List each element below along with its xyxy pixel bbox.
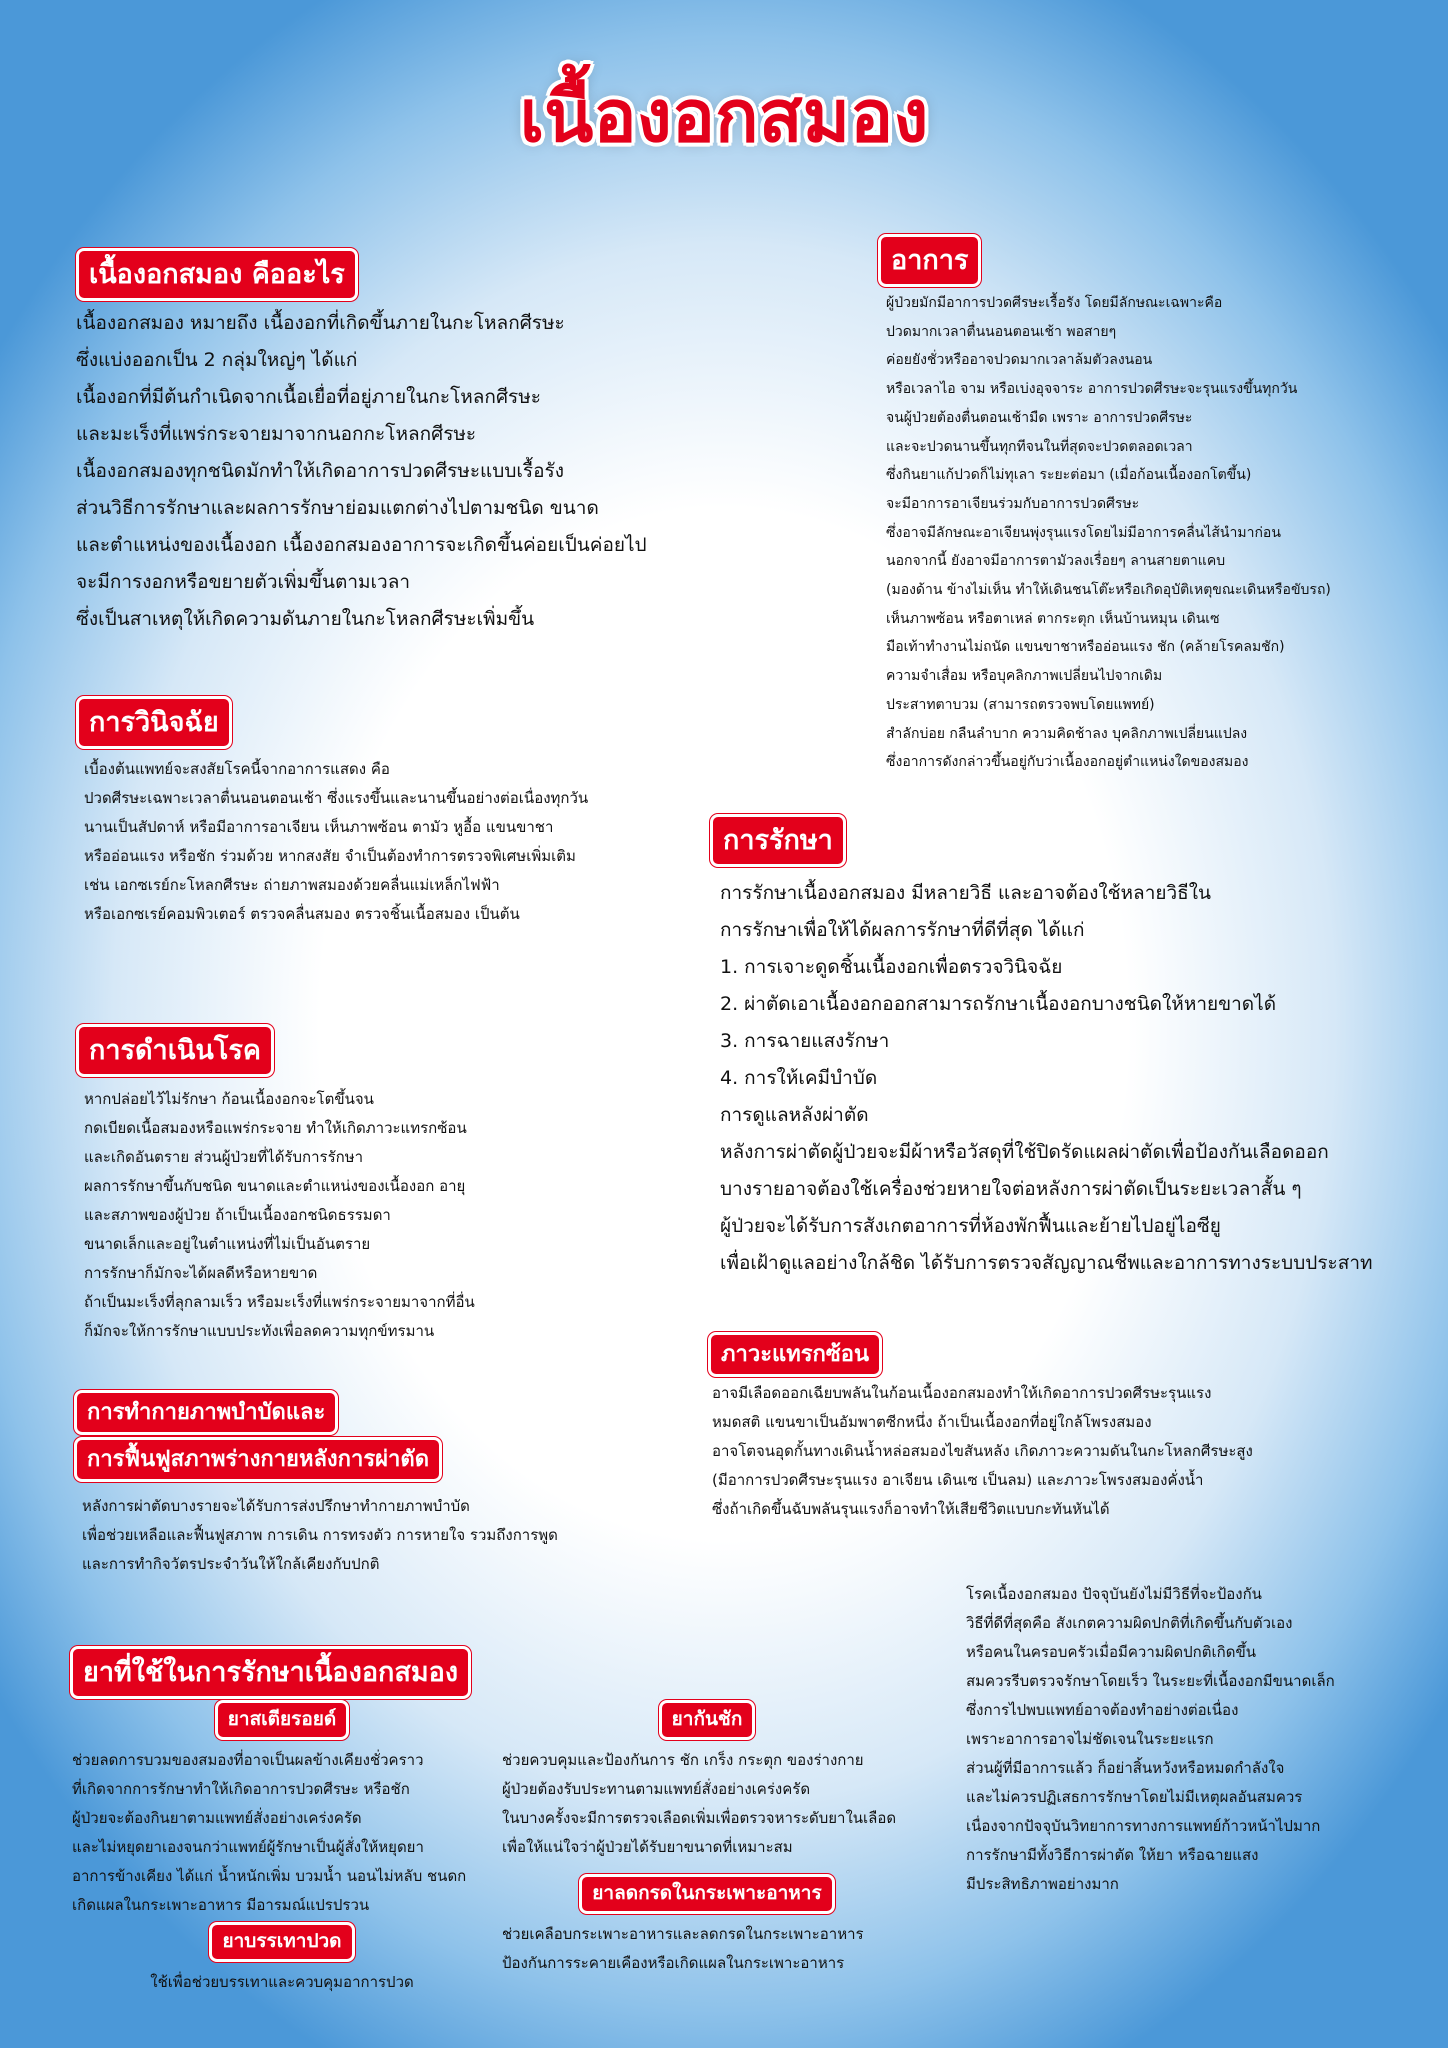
text-line: (มองด้าน ข้างไม่เห็น ทำให้เดินชนโต๊ะหรือเกิดอุบัติเหตุขณะเดินหรือขับรถ) — [886, 582, 1331, 599]
text-line: 1. การเจาะดูดชิ้นเนื้องอกเพื่อตรวจวินิจฉัย — [720, 956, 1063, 978]
section-prevention — [966, 1580, 1335, 1899]
text-line: และการทำกิจวัตรประจำวันให้ใกล้เคียงกับปกติ — [82, 1555, 380, 1573]
text-line: นานเป็นสัปดาห์ หรือมีอาการอาเจียน เห็นภาพซ้อน ตามัว หูอื้อ แขนขาชา — [84, 818, 554, 836]
heading-rehab-line1: การทำกายภาพบำบัดและ — [74, 1390, 338, 1435]
heading-complications: ภาวะแทรกซ้อน — [708, 1332, 882, 1377]
treatment-text — [720, 875, 1373, 1282]
text-line: มีประสิทธิภาพอย่างมาก — [966, 1875, 1119, 1893]
text-line: อาจมีเลือดออกเฉียบพลันในก้อนเนื้องอกสมองทำให้เกิดอาการปวดศีรษะรุนแรง — [712, 1384, 1212, 1402]
text-line: หากปล่อยไว้ไม่รักษา ก้อนเนื้องอกจะโตขึ้นจน — [84, 1090, 374, 1108]
text-line: หมดสติ แขนขาเป็นอัมพาตซีกหนึ่ง ถ้าเป็นเนื้องอกที่อยู่ใกล้โพรงสมอง — [712, 1413, 1152, 1431]
text-line: ซึ่งกินยาแก้ปวดก็ไม่ทุเลา ระยะต่อมา (เมื่อก้อนเนื้องอกโตขึ้น) — [886, 467, 1252, 484]
text-line: ป้องกันการระคายเคืองหรือเกิดแผลในกระเพาะอาหาร — [502, 1954, 845, 1972]
text-line: 3. การฉายแสงรักษา — [720, 1030, 890, 1052]
section-what-is — [76, 248, 647, 638]
section-progression — [76, 1024, 475, 1346]
heading-anticonvulsant: ยากันชัก — [659, 1700, 756, 1740]
text-line: เพื่อเฝ้าดูแลอย่างใกล้ชิด ได้รับการตรวจสัญญาณชีพและอาการทางระบบประสาท — [720, 1252, 1373, 1274]
text-line: การรักษาเพื่อให้ได้ผลการรักษาที่ดีที่สุด ได้แก่ — [720, 919, 1085, 941]
text-line: (มีอาการปวดศีรษะรุนแรง อาเจียน เดินเซ เป็นลม) และภาวะโพรงสมองคั่งน้ำ — [712, 1471, 1204, 1489]
text-line: และตำแหน่งของเนื้องอก เนื้องอกสมองอาการจะเกิดขึ้นค่อยเป็นค่อยไป — [76, 534, 647, 556]
text-line: เนื้องอกที่มีต้นกำเนิดจากเนื้อเยื่อที่อยู่ภายในกะโหลกศีรษะ — [76, 386, 541, 408]
heading-rehab-line2: การฟื้นฟูสภาพร่างกายหลังการผ่าตัด — [74, 1437, 442, 1482]
text-line: ผู้ป่วยมักมีอาการปวดศีรษะเรื้อรัง โดยมีลักษณะเฉพาะคือ — [886, 295, 1223, 311]
text-line: เนื้องอกสมองทุกชนิดมักทำให้เกิดอาการปวดศีรษะแบบเรื้อรัง — [76, 460, 564, 482]
text-line: เพราะอาการอาจไม่ชัดเจนในระยะแรก — [966, 1730, 1214, 1748]
text-line: การรักษามีทั้งวิธีการผ่าตัด ให้ยา หรือฉายแสง — [966, 1846, 1259, 1864]
text-line: อาจโตจนอุดกั้นทางเดินน้ำหล่อสมองไขสันหลัง เกิดภาวะความดันในกะโหลกศีรษะสูง — [712, 1442, 1253, 1460]
text-line: ซึ่งถ้าเกิดขึ้นฉับพลันรุนแรงก็อาจทำให้เสียชีวิตแบบกะทันหันได้ — [712, 1500, 1110, 1518]
text-line: และไม่ควรปฏิเสธการรักษาโดยไม่มีเหตุผลอันสมควร — [966, 1788, 1303, 1806]
heading-drugs: ยาที่ใช้ในการรักษาเนื้องอกสมอง — [70, 1646, 471, 1699]
text-line: บางรายอาจต้องใช้เครื่องช่วยหายใจต่อหลังการผ่าตัดเป็นระยะเวลาสั้น ๆ — [720, 1178, 1302, 1200]
text-line: ซึ่งแบ่งออกเป็น 2 กลุ่มใหญ่ๆ ได้แก่ — [76, 349, 358, 371]
text-line: ที่เกิดจากการรักษาทำให้เกิดอาการปวดศีรษะ หรือชัก — [72, 1780, 410, 1798]
text-line: หลังการผ่าตัดผู้ป่วยจะมีผ้าหรือวัสดุที่ใช้ปิดรัดแผลผ่าตัดเพื่อป้องกันเลือดออก — [720, 1141, 1329, 1163]
steroid-text — [72, 1746, 492, 1920]
text-line: ซึ่งการไปพบแพทย์อาจต้องทำอย่างต่อเนื่อง — [966, 1701, 1239, 1719]
text-line: สำลักบ่อย กลืนลำบาก ความคิดช้าลง บุคลิกภาพเปลี่ยนแปลง — [886, 725, 1248, 742]
text-line: เบื้องต้นแพทย์จะสงสัยโรคนี้จากอาการแสดง คือ — [84, 760, 390, 778]
section-symptoms — [878, 234, 1331, 777]
heading-antacid: ยาลดกรดในกระเพาะอาหาร — [579, 1874, 834, 1914]
page-title: เนื้องอกสมอง — [519, 74, 929, 158]
heading-symptoms: อาการ — [878, 234, 981, 287]
text-line: เกิดแผลในกระเพาะอาหาร มีอารมณ์แปรปรวน — [72, 1896, 370, 1914]
painkiller-text — [72, 1968, 492, 1997]
drug-steroid — [72, 1700, 492, 1920]
section-rehab — [74, 1390, 558, 1579]
text-line: และสภาพของผู้ป่วย ถ้าเป็นเนื้องอกชนิดธรรมดา — [84, 1206, 391, 1224]
text-line: ใช้เพื่อช่วยบรรเทาและควบคุมอาการปวด — [150, 1973, 414, 1991]
text-line: 2. ผ่าตัดเอาเนื้องอกออกสามารถรักษาเนื้องอกบางชนิดให้หายขาดได้ — [720, 993, 1277, 1015]
text-line: หรือเวลาไอ จาม หรือเบ่งอุจจาระ อาการปวดศีรษะจะรุนแรงขึ้นทุกวัน — [886, 381, 1298, 398]
text-line: นอกจากนี้ ยังอาจมีอาการตามัวลงเรื่อยๆ ลานสายตาแคบ — [886, 553, 1226, 570]
text-line: ซึ่งอาการดังกล่าวขึ้นอยู่กับว่าเนื้องอกอยู่ตำแหน่งใดของสมอง — [886, 754, 1249, 771]
text-line: ขนาดเล็กและอยู่ในตำแหน่งที่ไม่เป็นอันตราย — [84, 1235, 371, 1253]
text-line: ช่วยเคลือบกระเพาะอาหารและลดกรดในกระเพาะอาหาร — [502, 1925, 864, 1943]
heading-treatment: การรักษา — [710, 814, 846, 867]
heading-diagnosis: การวินิจฉัย — [76, 696, 232, 749]
text-line: การรักษาก็มักจะได้ผลดีหรือหายขาด — [84, 1264, 318, 1282]
text-line: และจะปวดนานขึ้นทุกทีจนในที่สุดจะปวดตลอดเวลา — [886, 438, 1193, 455]
text-line: หลังการผ่าตัดบางรายจะได้รับการส่งปรึกษาทำกายภาพบำบัด — [82, 1497, 470, 1515]
text-line: อาการข้างเคียง ได้แก่ น้ำหนักเพิ่ม บวมน้ำ นอนไม่หลับ ชนดก — [72, 1867, 467, 1885]
text-line: ค่อยยังชั่วหรืออาจปวดมากเวลาล้มตัวลงนอน — [886, 352, 1153, 369]
text-line: จะมีการงอกหรือขยายตัวเพิ่มขึ้นตามเวลา — [76, 571, 411, 593]
section-diagnosis — [76, 696, 588, 929]
heading-painkiller: ยาบรรเทาปวด — [209, 1922, 354, 1962]
text-line: เนื่องจากปัจจุบันวิทยาการทางการแพทย์ก้าวหน้าไปมาก — [966, 1817, 1321, 1835]
prevention-text — [966, 1580, 1335, 1899]
text-line: ช่วยควบคุมและป้องกันการ ชัก เกร็ง กระตุก ของร่างกาย — [502, 1751, 864, 1769]
text-line: กดเบียดเนื้อสมองหรือแพร่กระจาย ทำให้เกิดภาวะแทรกซ้อน — [84, 1119, 467, 1137]
text-line: ผู้ป่วยจะได้รับการสังเกตอาการที่ห้องพักฟื้นและย้ายไปอยู่ไอซียู — [720, 1215, 1221, 1237]
symptoms-text — [886, 289, 1331, 777]
section-drugs — [70, 1646, 471, 1699]
text-line: วิธีที่ดีที่สุดคือ สังเกตความผิดปกติที่เกิดขึ้นกับตัวเอง — [966, 1614, 1293, 1632]
drug-painkiller — [72, 1922, 492, 1997]
text-line: เพื่อช่วยเหลือและฟื้นฟูสภาพ การเดิน การทรงตัว การหายใจ รวมถึงการพูด — [82, 1526, 558, 1544]
text-line: ส่วนผู้ที่มีอาการแล้ว ก็อย่าสิ้นหวังหรือหมดกำลังใจ — [966, 1759, 1285, 1777]
text-line: หรืออ่อนแรง หรือชัก ร่วมด้วย หากสงสัย จำเป็นต้องทำการตรวจพิเศษเพิ่มเติม — [84, 847, 576, 865]
text-line: เพื่อให้แน่ใจว่าผู้ป่วยได้รับยาขนาดที่เหมาะสม — [502, 1838, 793, 1856]
rehab-text — [82, 1492, 558, 1579]
text-line: ซึ่งอาจมีลักษณะอาเจียนพุ่งรุนแรงโดยไม่มีอาการคลื่นไส้นำมาก่อน — [886, 524, 1281, 541]
text-line: และเกิดอันตราย ส่วนผู้ป่วยที่ได้รับการรักษา — [84, 1148, 364, 1166]
text-line: สมควรรีบตรวจรักษาโดยเร็ว ในระยะที่เนื้องอกมีขนาดเล็ก — [966, 1672, 1335, 1690]
text-line: จะมีอาการอาเจียนร่วมกับอาการปวดศีรษะ — [886, 495, 1140, 512]
text-line: ผู้ป่วยต้องรับประทานตามแพทย์สั่งอย่างเคร่งครัด — [502, 1780, 811, 1798]
section-treatment — [710, 814, 1373, 1282]
text-line: เช่น เอกซเรย์กะโหลกศีรษะ ถ่ายภาพสมองด้วยคลื่นแม่เหล็กไฟฟ้า — [84, 876, 500, 894]
text-line: ความจำเสื่อม หรือบุคลิกภาพเปลี่ยนไปจากเดิม — [886, 668, 1163, 685]
text-line: ปวดศีรษะเฉพาะเวลาตื่นนอนตอนเช้า ซึ่งแรงขึ้นและนานขึ้นอย่างต่อเนื่องทุกวัน — [84, 789, 589, 807]
section-complications — [708, 1332, 1253, 1524]
text-line: เนื้องอกสมอง หมายถึง เนื้องอกที่เกิดขึ้นภายในกะโหลกศีรษะ — [76, 312, 565, 334]
text-line: ประสาทตาบวม (สามารถตรวจพบโดยแพทย์) — [886, 696, 1155, 713]
text-line: ซึ่งเป็นสาเหตุให้เกิดความดันภายในกะโหลกศีรษะเพิ่มขึ้น — [76, 608, 535, 630]
text-line: และมะเร็งที่แพร่กระจายมาจากนอกกะโหลกศีรษะ — [76, 423, 477, 445]
text-line: 4. การให้เคมีบำบัด — [720, 1067, 878, 1089]
text-line: มือเท้าทำงานไม่ถนัด แขนขาชาหรืออ่อนแรง ชัก (คล้ายโรคลมชัก) — [886, 639, 1285, 656]
diagnosis-text — [84, 755, 588, 929]
antacid-text — [502, 1920, 912, 1978]
drug-antacid — [502, 1874, 912, 1978]
text-line: โรคเนื้องอกสมอง ปัจจุบันยังไม่มีวิธีที่จะป้องกัน — [966, 1585, 1262, 1603]
text-line: การดูแลหลังผ่าตัด — [720, 1104, 869, 1126]
heading-progression: การดำเนินโรค — [76, 1024, 274, 1077]
text-line: หรือเอกซเรย์คอมพิวเตอร์ ตรวจคลื่นสมอง ตรวจชิ้นเนื้อสมอง เป็นต้น — [84, 905, 520, 923]
text-line: การรักษาเนื้องอกสมอง มีหลายวิธี และอาจต้องใช้หลายวิธีใน — [720, 882, 1212, 904]
text-line: และไม่หยุดยาเองจนกว่าแพทย์ผู้รักษาเป็นผู้สั่งให้หยุดยา — [72, 1838, 424, 1856]
what-is-text — [76, 305, 647, 638]
text-line: ในบางครั้งจะมีการตรวจเลือดเพิ่มเพื่อตรวจหาระดับยาในเลือด — [502, 1809, 897, 1827]
text-line: ช่วยลดการบวมของสมองที่อาจเป็นผลข้างเคียงชั่วคราว — [72, 1751, 424, 1769]
text-line: ปวดมากเวลาตื่นนอนตอนเช้า พอสายๆ — [886, 323, 1117, 340]
text-line: ผลการรักษาขึ้นกับชนิด ขนาดและตำแหน่งของเนื้องอก อายุ — [84, 1177, 466, 1195]
text-line: ก็มักจะให้การรักษาแบบประทังเพื่อลดความทุกข์ทรมาน — [84, 1322, 435, 1340]
text-line: ผู้ป่วยจะต้องกินยาตามแพทย์สั่งอย่างเคร่งครัด — [72, 1809, 362, 1827]
complications-text — [712, 1379, 1253, 1524]
text-line: หรือคนในครอบครัวเมื่อมีความผิดปกติเกิดขึ้น — [966, 1643, 1256, 1661]
text-line: จนผู้ป่วยต้องตื่นตอนเช้ามืด เพราะ อาการปวดศีรษะ — [886, 409, 1193, 426]
drug-anticonvulsant — [502, 1700, 912, 1862]
text-line: ส่วนวิธีการรักษาและผลการรักษาย่อมแตกต่างไปตามชนิด ขนาด — [76, 497, 599, 519]
progression-text — [84, 1085, 475, 1346]
anticonvulsant-text — [502, 1746, 912, 1862]
heading-what-is: เนื้องอกสมอง คืออะไร — [76, 248, 358, 301]
text-line: ถ้าเป็นมะเร็งที่ลุกลามเร็ว หรือมะเร็งที่แพร่กระจายมาจากที่อื่น — [84, 1293, 475, 1311]
text-line: เห็นภาพซ้อน หรือตาเหล่ ตากระตุก เห็นบ้านหมุน เดินเซ — [886, 610, 1220, 627]
heading-steroid: ยาสเตียรอยด์ — [215, 1700, 349, 1740]
